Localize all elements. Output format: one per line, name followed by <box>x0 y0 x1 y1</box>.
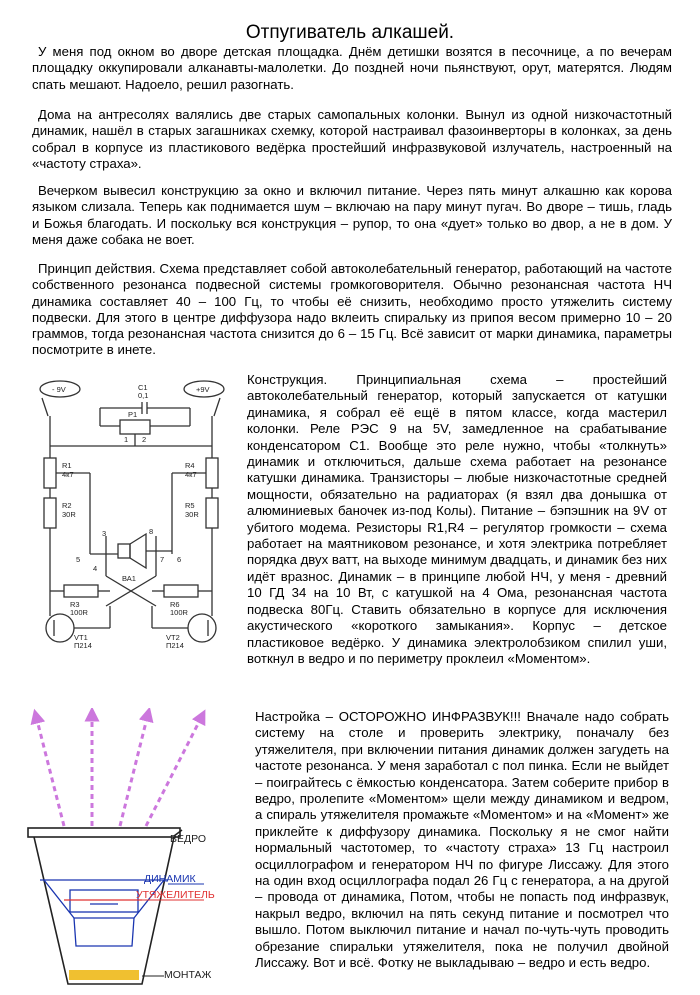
r1-value: 4к7 <box>62 470 74 479</box>
pin-5-label: 5 <box>76 555 81 564</box>
pin-3-label: 3 <box>102 529 107 538</box>
pin-6-label: 6 <box>177 555 182 564</box>
vt2-name: VT2 <box>166 633 180 642</box>
r2-name: R2 <box>62 501 72 510</box>
bucket-label: ВЕДРО <box>170 833 207 845</box>
construction-text: Конструкция. Принципиальная схема – простейший автоколебательный генератор, который запускается от катушки динамика, я собрал её ещё в пятом классе, когда мастерил колонки. Реле РЭС 9 на 5V, замедленное на срабатывание конденсатором С1. Вообще это реле нужно, чтобы «толкнуть» динамик и отключиться, дальше схема работает на резонансе катушки динамика. Транзисторы – любые низкочастотные средней мощности, обязательно на радиаторах (я взял два донышка от алюминиевых баночек из-под Колы). Питание – бэпэшник на 9V от убитого модема. Резисторы R1,R4 – регулятор громкости – схема работает на маятниковом резонансе, и хотя электрика потребляет порядка двух ватт, на выходе минимум двадцать, и динамик без них идёт вразнос. Динамик – в принципе любой НЧ, у меня - древний 10 ГД 34 на 10 Вт, с катушкой на 4 Ома, резонансная частота подвеска 80Гц. Ставить обязательно в корпусе для исключения акустического «короткого замыкания». Корпус – детское пластиковое ведёрко. У динамика электролобзиком спилил уши, воткнул в ведро и по периметру проклеил «Моментом». <box>247 372 667 666</box>
r4-name: R4 <box>185 461 195 470</box>
vt1-name: VT1 <box>74 633 88 642</box>
r3-name: R3 <box>70 600 80 609</box>
c1-name: C1 <box>138 383 148 392</box>
circuit-schematic-svg <box>30 376 235 652</box>
paragraph-principle: Принцип действия. Схема представляет собой автоколебательный генератор, работающий на частоте собственного резонанса подвесной системы громкоговорителя. Обычно резонансная частота НЧ динамика составляет 40 – 100 Гц, то чтобы её снизить, необходимо просто утяжелить систему подвески. Для этого в центре диффузора надо вклеить спиральку из припоя весом примерно 10 – 20 граммов, тогда резонансная частота снизится до 6 – 15 Гц. Всё зависит от марки динамика, параметры посмотрите в инете. <box>32 261 672 358</box>
speaker-drawing-label: ДИНАМИК <box>144 873 196 885</box>
speaker-label: ВА1 <box>122 574 136 583</box>
paragraph-intro: У меня под окном во дворе детская площадка. Днём детишки возятся в песочнице, а по вечерам площадку оккупировали алканавты-малолетки. До поздней ночи пьянствуют, орут, матерятся. Людям спать мешают. Надоело, решил разогнать. <box>32 44 672 92</box>
r2-value: 30R <box>62 510 76 519</box>
r4-value: 4к7 <box>185 470 197 479</box>
r6-value: 100R <box>170 608 188 617</box>
page-title: Отпугиватель алкашей. <box>245 22 455 43</box>
pin-8-label: 8 <box>149 527 154 536</box>
r1-name: R1 <box>62 461 72 470</box>
paragraph-result: Вечерком вывесил конструкцию за окно и включил питание. Через пять минут алкашню как корова языком слизала. Теперь как поднимается шум – включаю на пару минут пугач. Во дворе – тишь, гладь и Божья благодать. И поскольку вся конструкция – рупор, то она «дует» только во двор, а не в дом. У меня даже собака не воет. <box>32 183 672 247</box>
mount-block <box>69 970 139 980</box>
left-supply-label: - 9V <box>52 385 66 394</box>
bucket-drawing-svg <box>24 708 230 990</box>
infrasound-arrows <box>36 714 202 826</box>
pin-7-label: 7 <box>160 555 165 564</box>
c1-value: 0,1 <box>138 391 149 400</box>
vt1-model: П214 <box>74 641 92 650</box>
r3-value: 100R <box>70 608 88 617</box>
circuit-schematic <box>30 376 235 652</box>
tuning-text: Настройка – ОСТОРОЖНО ИНФРАЗВУК!!! Вначале надо собрать систему на столе и проверить электрику, поначалу без утяжелителя, при включении питания динамик должен загудеть на частоте резонанса. У меня заработал с пол пинка. Если не выйдет – поиграйтесь с ёмкостью конденсатора. Затем соберите прибор в ведро, пролепите «Моментом» щели между динамиком и ведром, а спираль утяжелителя промажьте «Моментом» и на «Момент» же приклейте к диффузору динамика. Поскольку я не смог найти нормальный частотомер, то «частоту страха» 13 Гц настроил осциллографом и генератором НЧ по фигуре Лиссажу. Для этого на один вход осциллографа подал 26 Гц с генератора, а на другой – провода от динамика, Потом, чтобы не попасть под инфразвук, накрыл ведро, включил на пять секунд питание и посмотрел что вышло. Потом выключил питание и начал по-чуть-чуть проводить обрезание спиральки утяжелителя, пока не получил двойной Лиссажу. Вот и всё. Фотку не выкладываю – ведро и есть ведро. <box>255 709 669 971</box>
relay-label: P1 <box>128 410 138 419</box>
r5-name: R5 <box>185 501 195 510</box>
paragraph-build: Дома на антресолях валялись две старых самопальных колонки. Вынул из одной низкочастотный динамик, нашёл в старых загашниках схемку, которой настраивал фазоинверторы в колонках, за день собрал в корпусе из пластикового ведёрка простейший инфразвуковой излучатель, настроенный на «частоту страха». <box>32 107 672 171</box>
pin-1-label: 1 <box>124 435 129 444</box>
weight-label: УТЯЖЕЛИТЕЛЬ <box>136 889 215 901</box>
vt2-model: П214 <box>166 641 184 650</box>
bucket-drawing <box>24 708 230 990</box>
mount-label: МОНТАЖ <box>164 969 212 981</box>
right-supply-label: +9V <box>196 385 210 394</box>
r6-name: R6 <box>170 600 180 609</box>
pin-4-label: 4 <box>93 564 98 573</box>
pin-2-label: 2 <box>142 435 147 444</box>
r5-value: 30R <box>185 510 199 519</box>
